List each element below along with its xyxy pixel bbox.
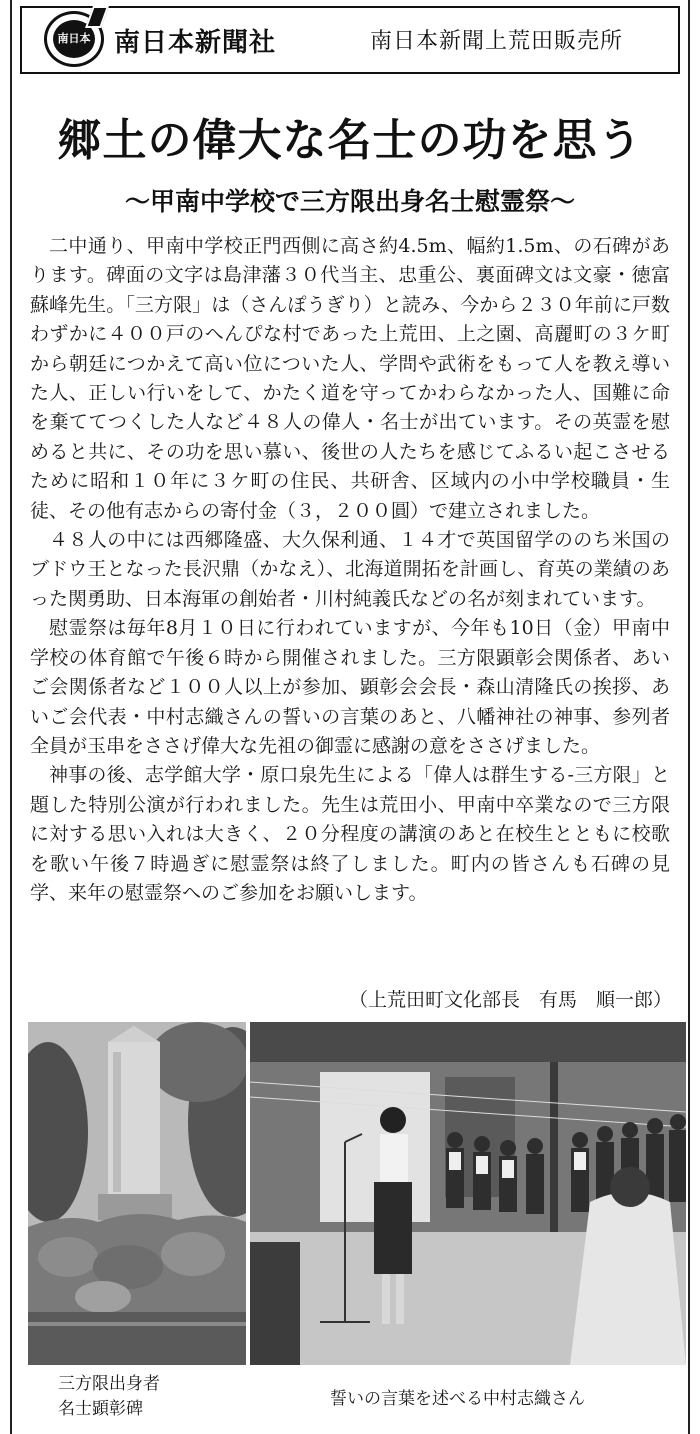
logo-emblem: 南日本	[53, 20, 95, 58]
monument-caption-line: 名士顕彰碑	[58, 1399, 143, 1419]
article-paragraph: 二中通り、甲南中学校正門西側に高さ約4.5m、幅約1.5m、の石碑があります。碑面の文字は島津藩３０代当主、忠重公、裏面碑文は文豪・徳富蘇峰先生。「三方限」は（さんぽうぎり）と読み、今から２３０年前に戸数わずかに４００戸のへんぴな村であった上荒田、上之園、高麗町の３ケ町から朝廷につかえて高い位についた人、学問や武術をもって人を教え導いた人、正しい行いをして、かたく道を守ってかわらなかった人、国難に命を棄ててつくした人など４８人の偉人・名士が出ています。その英霊を慰めると共に、その功を思い慕い、後世の人たちを感じてふるい起こさせるために昭和１０年に３ケ町の住民、共研舎、区域内の小中学校職員・生徒、その他有志からの寄付金（３，２００圓）で建立されました。	[30, 235, 670, 522]
article-headline: 郷土の偉大な名士の功を思う	[57, 115, 643, 166]
newspaper-brand: 南日本新聞社	[114, 28, 277, 58]
article-body	[30, 232, 670, 908]
dealer-name: 南日本新聞上荒田販売所	[370, 29, 624, 54]
ceremony-caption: 誓いの言葉を述べる中村志織さん	[330, 1389, 585, 1409]
article-subhead: 〜甲南中学校で三方限出身名士慰霊祭〜	[124, 187, 575, 216]
article-paragraph: ４８人の中には西郷隆盛、大久保利通、１４才で英国留学ののち米国のブドウ王となった長沢鼎（かなえ）、北海道開拓を計画し、育英の業績のあった関勇助、日本海軍の創始者・川村純義氏などの名が刻まれています。	[30, 529, 670, 610]
article-paragraph: 神事の後、志学館大学・原口泉先生による「偉人は群生する-三方限」と題した特別公演が行われました。先生は荒田小、甲南中卒業なので三方限に対する思い入れは大きく、２０分程度の講演のあと在校生とともに校歌を歌い午後７時過ぎに慰霊祭は終了しました。町内の皆さんも石碑の見学、来年の慰霊祭へのご参加をお願いします。	[30, 764, 670, 904]
ceremony-illustration	[250, 1022, 686, 1365]
logo-flag-icon	[85, 6, 109, 28]
article-paragraph: 慰霊祭は毎年8月１０日に行われていますが、今年も10日（金）甲南中学校の体育館で午後６時から開催されました。三方限顕彰会関係者、あいご会関係者など１００人以上が参加、顕彰会会長・森山清隆氏の挨拶、あいご会代表・中村志織さんの誓いの言葉のあと、八幡神社の神事、参列者全員が玉串をささげ偉大な先祖の御霊に感謝の意をささげました。	[30, 617, 670, 757]
ceremony-photo	[250, 1022, 686, 1365]
monument-photo	[28, 1022, 246, 1365]
monument-illustration	[28, 1022, 246, 1365]
newspaper-logo	[44, 11, 104, 67]
monument-caption	[58, 1372, 160, 1422]
article-byline: （上荒田町文化部長 有馬 順一郎）	[348, 989, 672, 1011]
newspaper-header	[20, 6, 680, 74]
monument-caption-line: 三方限出身者	[58, 1374, 160, 1394]
